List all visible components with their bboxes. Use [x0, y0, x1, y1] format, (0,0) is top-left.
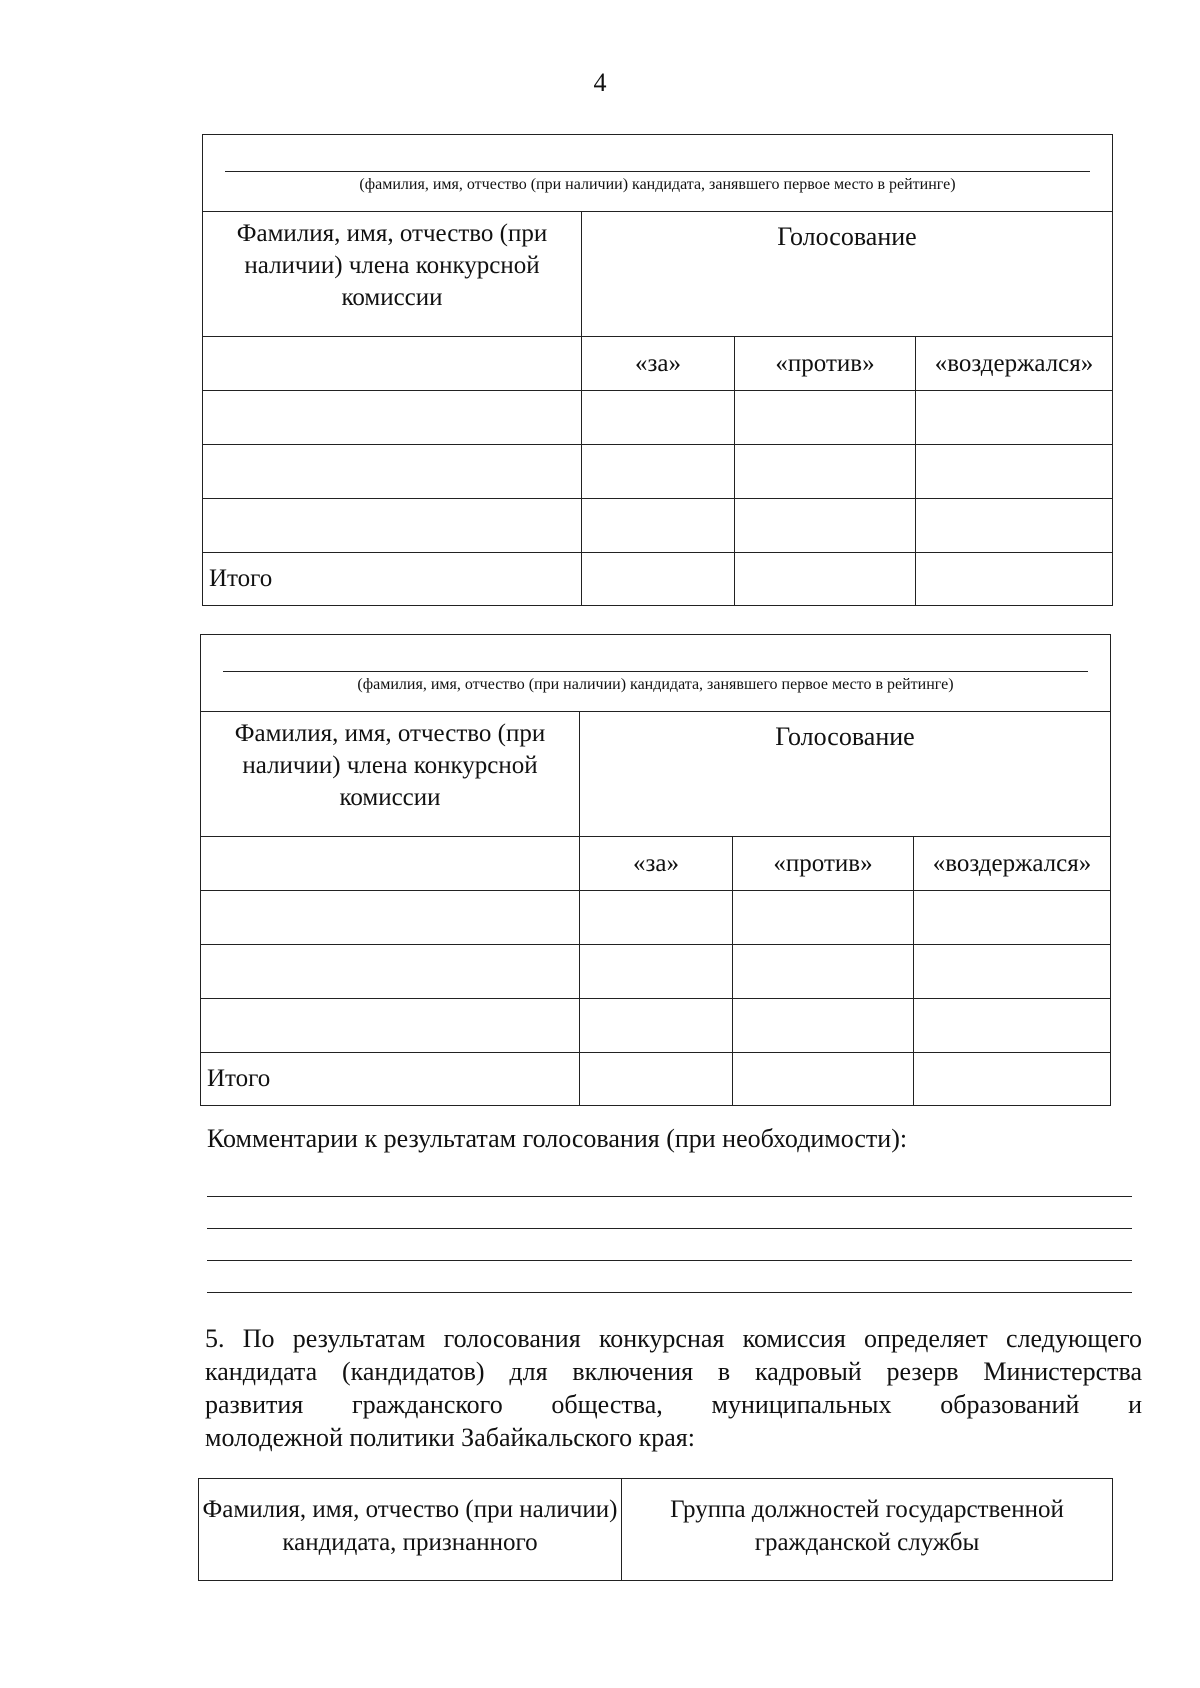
for-cell[interactable] — [580, 999, 733, 1053]
total-abstain-cell[interactable] — [916, 553, 1113, 606]
abstain-cell[interactable] — [916, 391, 1113, 445]
member-cell[interactable] — [201, 945, 580, 999]
total-for-cell[interactable] — [582, 553, 735, 606]
total-against-cell[interactable] — [735, 553, 916, 606]
candidate-name-cell[interactable] — [201, 635, 1111, 712]
for-cell[interactable] — [580, 945, 733, 999]
against-cell[interactable] — [733, 945, 914, 999]
option-abstain: «воздержался» — [914, 837, 1111, 891]
candidate-caption: (фамилия, имя, отчество (при наличии) кандидата, занявшего первое место в рейтинге) — [359, 176, 956, 193]
option-for: «за» — [582, 337, 735, 391]
voting-header: Голосование — [580, 712, 1111, 837]
for-cell[interactable] — [582, 499, 735, 553]
abstain-cell[interactable] — [916, 445, 1113, 499]
comment-line[interactable] — [207, 1292, 1132, 1293]
total-abstain-cell[interactable] — [914, 1053, 1111, 1106]
for-cell[interactable] — [582, 391, 735, 445]
candidate-name-cell[interactable] — [203, 135, 1113, 212]
abstain-cell[interactable] — [916, 499, 1113, 553]
comment-line[interactable] — [207, 1228, 1132, 1229]
option-against: «против» — [733, 837, 914, 891]
paragraph-line: молодежной политики Забайкальского края: — [205, 1423, 695, 1452]
paragraph-line: развития гражданского общества, муниципальных образований и — [205, 1390, 1142, 1419]
total-label: Итого — [201, 1053, 580, 1106]
option-for: «за» — [580, 837, 733, 891]
candidate-name-line — [225, 171, 1090, 172]
voting-header: Голосование — [582, 212, 1113, 337]
paragraph-line: 5. По результатам голосования конкурсная комиссия определяет следующего — [205, 1324, 1142, 1353]
table-row — [203, 445, 1113, 499]
reserve-candidate-header: Фамилия, имя, отчество (при наличии) кандидата, признанного — [199, 1479, 622, 1581]
option-against: «против» — [735, 337, 916, 391]
total-against-cell[interactable] — [733, 1053, 914, 1106]
total-label: Итого — [203, 553, 582, 606]
against-cell[interactable] — [735, 445, 916, 499]
against-cell[interactable] — [735, 499, 916, 553]
candidate-name-line — [223, 671, 1088, 672]
against-cell[interactable] — [735, 391, 916, 445]
paragraph-5 — [205, 1322, 1142, 1454]
member-cell[interactable] — [201, 999, 580, 1053]
option-abstain: «воздержался» — [916, 337, 1113, 391]
abstain-cell[interactable] — [914, 945, 1111, 999]
table-row — [201, 891, 1111, 945]
vote-table-1 — [202, 134, 1113, 606]
table-row — [201, 999, 1111, 1053]
page-number: 4 — [593, 68, 607, 97]
paragraph-line: кандидата (кандидатов) для включения в кадровый резерв Министерства — [205, 1357, 1142, 1386]
comments-label: Комментарии к результатам голосования (при необходимости): — [207, 1124, 908, 1153]
for-cell[interactable] — [580, 891, 733, 945]
total-row — [201, 1053, 1111, 1106]
member-cell[interactable] — [203, 337, 582, 391]
reserve-position-group-header: Группа должностей государственной гражданской службы — [622, 1479, 1113, 1581]
comment-line[interactable] — [207, 1196, 1132, 1197]
member-cell[interactable] — [203, 391, 582, 445]
table-row — [201, 945, 1111, 999]
against-cell[interactable] — [733, 891, 914, 945]
table-row — [203, 499, 1113, 553]
comment-line[interactable] — [207, 1260, 1132, 1261]
member-cell[interactable] — [203, 445, 582, 499]
for-cell[interactable] — [582, 445, 735, 499]
reserve-table — [198, 1478, 1113, 1581]
member-cell[interactable] — [201, 891, 580, 945]
candidate-caption: (фамилия, имя, отчество (при наличии) кандидата, занявшего первое место в рейтинге) — [357, 676, 954, 693]
member-cell[interactable] — [201, 837, 580, 891]
member-header: Фамилия, имя, отчество (при наличии) члена конкурсной комиссии — [203, 212, 582, 337]
total-row — [203, 553, 1113, 606]
against-cell[interactable] — [733, 999, 914, 1053]
member-cell[interactable] — [203, 499, 582, 553]
total-for-cell[interactable] — [580, 1053, 733, 1106]
member-header: Фамилия, имя, отчество (при наличии) члена конкурсной комиссии — [201, 712, 580, 837]
abstain-cell[interactable] — [914, 891, 1111, 945]
vote-table-2 — [200, 634, 1111, 1106]
table-row — [203, 391, 1113, 445]
abstain-cell[interactable] — [914, 999, 1111, 1053]
